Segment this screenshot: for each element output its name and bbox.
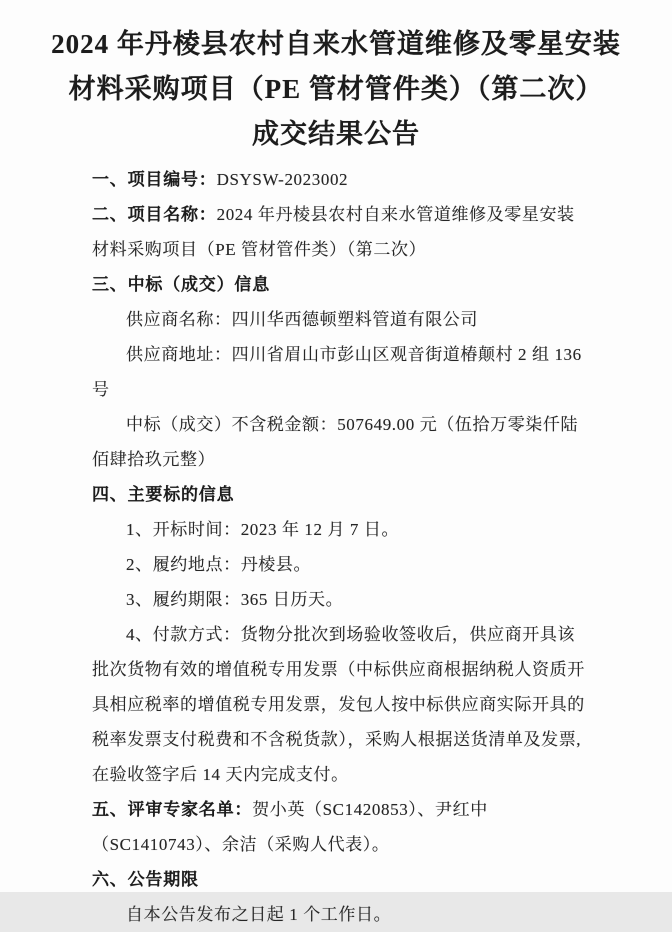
field-review-experts: [92, 792, 586, 862]
document-body: [0, 157, 672, 932]
section-heading-subject-info: 四、主要标的信息: [92, 485, 235, 504]
field-award-amount: 中标（成交）不含税金额：507649.00 元（伍拾万零柒仟陆佰肆拾玖元整）: [92, 415, 579, 469]
field-project-number-value: DSYSW-2023002: [216, 170, 349, 189]
field-announcement-period-value: 自本公告发布之日起 1 个工作日。: [126, 905, 392, 924]
field-supplier-name: 供应商名称：四川华西德顿塑料管道有限公司: [126, 310, 478, 329]
field-payment-terms: 4、付款方式：货物分批次到场验收签收后，供应商开具该批次货物有效的增值税专用发票（中标供应商根据纳税人资质开具相应税率的增值税专用发票，发包人按中标供应商实际开具的税率发票支付税费和不含税货款），采购人根据送货清单及发票,在验收签字后 14 天内完成支付。: [92, 625, 585, 784]
field-supplier-address: 供应商地址：四川省眉山市彭山区观音街道椿颠村 2 组 136 号: [92, 345, 582, 399]
field-project-number: [92, 162, 586, 197]
field-performance-place: 2、履约地点：丹棱县。: [126, 555, 312, 574]
field-project-name-value: 2024 年丹棱县农村自来水管道维修及零星安装材料采购项目（PE 管材管件类）（第二次）: [92, 205, 575, 259]
field-bid-opening-time: 1、开标时间：2023 年 12 月 7 日。: [126, 520, 400, 539]
field-review-experts-label: 五、评审专家名单：: [92, 800, 253, 819]
title-line-2: 材料采购项目（PE 管材管件类）（第二次）: [68, 74, 604, 104]
title-line-1: 2024 年丹棱县农村自来水管道维修及零星安装: [51, 29, 621, 59]
document-title: [0, 0, 672, 157]
field-project-name: [92, 197, 586, 267]
title-line-3: 成交结果公告: [252, 119, 420, 149]
section-heading-announcement-period: 六、公告期限: [92, 870, 199, 889]
field-performance-period: 3、履约期限：365 日历天。: [126, 590, 344, 609]
field-review-experts-value: 贺小英（SC1420853）、尹红中（SC1410743）、余洁（采购人代表）。: [92, 800, 488, 854]
section-heading-award-info: 三、中标（成交）信息: [92, 275, 270, 294]
field-project-name-label: 二、项目名称：: [92, 205, 217, 224]
field-project-number-label: 一、项目编号：: [92, 170, 217, 189]
